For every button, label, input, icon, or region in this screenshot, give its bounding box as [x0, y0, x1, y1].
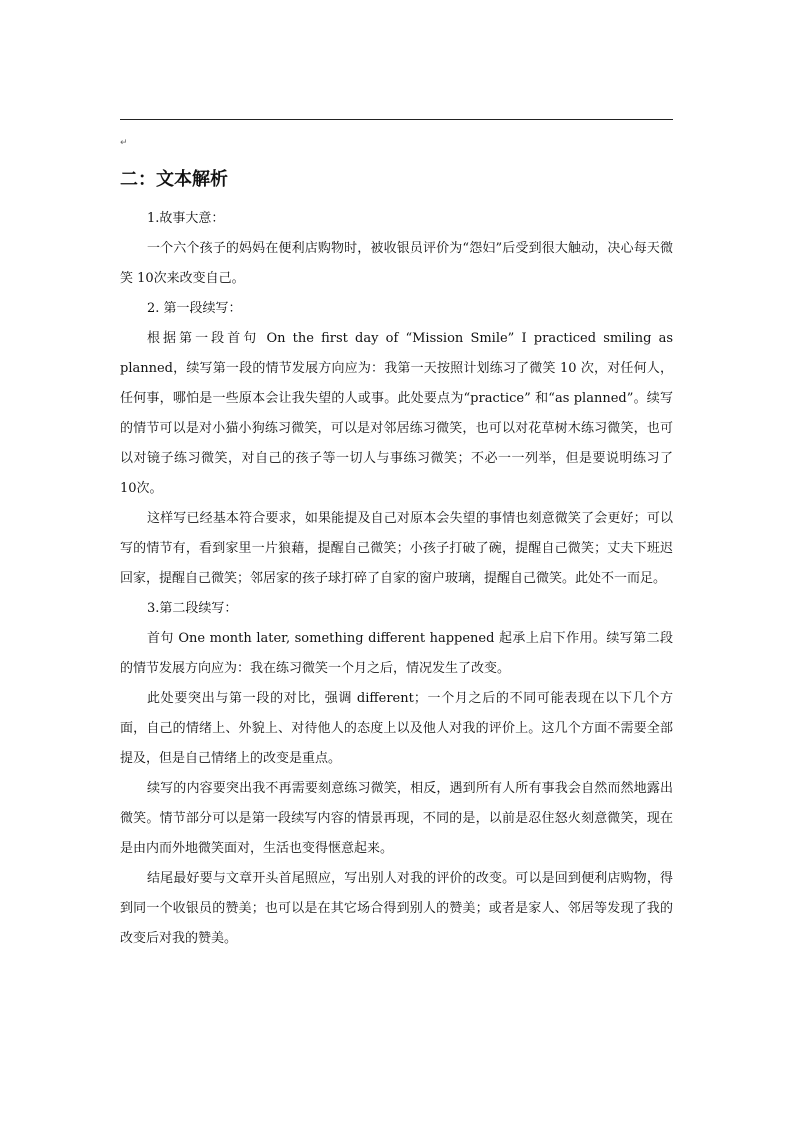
paragraph-mark-icon: ↵ — [120, 138, 128, 148]
section-heading: 二：文本解析 — [120, 169, 228, 190]
paragraph-first-continuation-extra: 这样写已经基本符合要求，如果能提及自己对原本会失望的事情也刻意微笑了会更好；可以写的情节有，看到家里一片狼藉，提醒自己微笑；小孩子打破了碗，提醒自己微笑；丈夫下班迟回家，提醒自己微笑；邻居家的孩子球打碎了自家的窗户玻璃，提醒自己微笑。此处不一而足。 — [120, 511, 673, 586]
paragraph-first-continuation: 根据第一段首句 On the first day of “Mission Smile” I practiced smiling as planned，续写第一段的情节发展方向应为：我第一天按照计划练习了微笑 10 次，对任何人，任何事，哪怕是一些原本会让我失望的人或事。此处要点为“practice” 和“as planned”。续写的情节可以是对小猫小狗练习微笑，可以是对邻居练习微笑，也可以对花草树木练习微笑，也可以对镜子练习微笑，对自己的孩子等一切人与事练习微笑；不必一一列举，但是要说明练习了 10次。 — [120, 331, 673, 496]
header-rule — [120, 119, 673, 120]
paragraph-second-opening: 首句 One month later, something different happened 起承上启下作用。续写第二段的情节发展方向应为：我在练习微笑一个月之后，情况发生了改变。 — [120, 631, 673, 676]
paragraph-second-ending: 结尾最好要与文章开头首尾照应，写出别人对我的评价的改变。可以是回到便利店购物，得到同一个收银员的赞美；也可以是在其它场合得到别人的赞美；或者是家人、邻居等发现了我的改变后对我的赞美。 — [120, 871, 673, 946]
paragraph-second-contrast: 此处要突出与第一段的对比，强调 different；一个月之后的不同可能表现在以下几个方面，自己的情绪上、外貌上、对待他人的态度上以及他人对我的评价上。这几个方面不需要全部提及，但是自己情绪上的改变是重点。 — [120, 691, 673, 766]
subsection-title-second-paragraph: 3.第二段续写： — [147, 601, 238, 616]
paragraph-second-content: 续写的内容要突出我不再需要刻意练习微笑，相反，遇到所有人所有事我会自然而然地露出微笑。情节部分可以是第一段续写内容的情景再现，不同的是，以前是忍住怒火刻意微笑，现在是由内而外地微笑面对，生活也变得惬意起来。 — [120, 781, 673, 856]
document-body — [120, 166, 673, 954]
paragraph-summary: 一个六个孩子的妈妈在便利店购物时，被收银员评价为“怨妇”后受到很大触动，决心每天微笑 10次来改变自己。 — [120, 241, 673, 286]
subsection-title-summary: 1.故事大意： — [147, 211, 225, 226]
subsection-title-first-paragraph: 2. 第一段续写： — [147, 301, 242, 316]
